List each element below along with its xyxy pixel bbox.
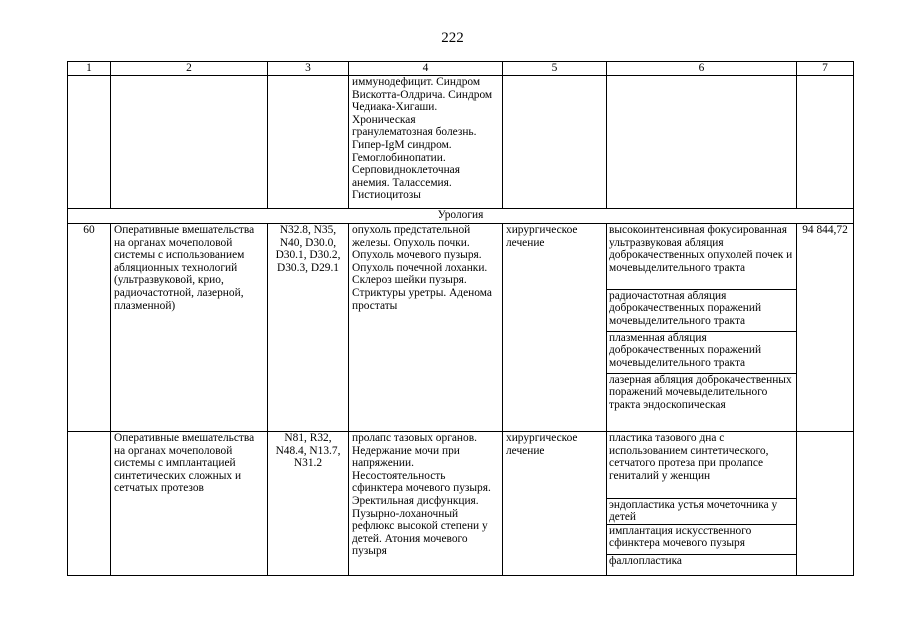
- header-col-3: 3: [268, 62, 349, 76]
- method-item: имплантация искусственного сфинктера мочевого пузыря: [607, 524, 796, 554]
- header-col-4: 4: [349, 62, 503, 76]
- method-item: радиочастотная абляция доброкачественных поражений мочевыделительного тракта: [607, 289, 796, 331]
- icd-codes: N32.8, N35, N40, D30.0, D30.1, D30.2, D30.3, D29.1: [268, 224, 349, 432]
- icd-codes: N81, R32, N48.4, N13.7, N31.2: [268, 432, 349, 576]
- section-row: [68, 209, 854, 224]
- header-col-6: 6: [607, 62, 797, 76]
- diagnoses: опухоль предстательной железы. Опухоль почки. Опухоль мочевого пузыря. Опухоль почечной лоханки. Склероз шейки пузыря. Стриктуры уретры. Аденома простаты: [349, 224, 503, 432]
- treatment-type: хирургическое лечение: [503, 224, 607, 432]
- methods-cell: [607, 224, 797, 432]
- header-col-7: 7: [797, 62, 854, 76]
- header-col-1: 1: [68, 62, 111, 76]
- method-item: лазерная абляция доброкачественных поражений мочевыделительного тракта эндоскопическая: [609, 373, 792, 411]
- table-row: [68, 432, 854, 576]
- cost: 94 844,72: [797, 224, 854, 432]
- continuation-row: [68, 76, 854, 209]
- section-title: Урология: [68, 209, 854, 224]
- method-item: плазменная абляция доброкачественных поражений мочевыделительного тракта: [607, 331, 796, 373]
- intervention-group: Оперативные вмешательства на органах мочеполовой системы с имплантацией синтетических сложных и сетчатых протезов: [111, 432, 268, 576]
- treatment-type: хирургическое лечение: [503, 432, 607, 576]
- methods-cell: [607, 432, 797, 576]
- header-col-2: 2: [111, 62, 268, 76]
- method-item: фаллопластика: [609, 554, 682, 567]
- diagnoses: пролапс тазовых органов. Недержание мочи при напряжении. Несостоятельность сфинктера мочевого пузыря. Эректильная дисфункция. Пузырно-лоханочный рефлюкс высокой степени у детей. Атония мочевого пузыря: [349, 432, 503, 576]
- header-col-5: 5: [503, 62, 607, 76]
- method-item: высокоинтенсивная фокусированная ультразвуковая абляция доброкачественных опухолей почек и мочевыделительного тракта: [607, 224, 796, 289]
- method-item: эндопластика устья мочеточника у детей: [607, 498, 796, 524]
- table-row: [68, 224, 854, 432]
- medical-services-table: [67, 61, 853, 580]
- method-item: пластика тазового дна с использованием синтетического, сетчатого протеза при пролапсе гениталий у женщин: [607, 432, 796, 498]
- header-row: [68, 62, 854, 76]
- row-number: 60: [68, 224, 111, 432]
- page-number: 222: [441, 30, 464, 46]
- continuation-diagnoses: иммунодефицит. Синдром Вискотта-Олдрича. Синдром Чедиака-Хигаши. Хроническая гранулематозная болезнь. Гипер-IgM синдром. Гемоглобинопатии. Серповидноклеточная анемия. Талассемия. Гистиоцитозы: [349, 76, 503, 209]
- intervention-group: Оперативные вмешательства на органах мочеполовой системы с использованием абляционных технологий (ультразвуковой, крио, радиочастотной, лазерной, плазменной): [111, 224, 268, 432]
